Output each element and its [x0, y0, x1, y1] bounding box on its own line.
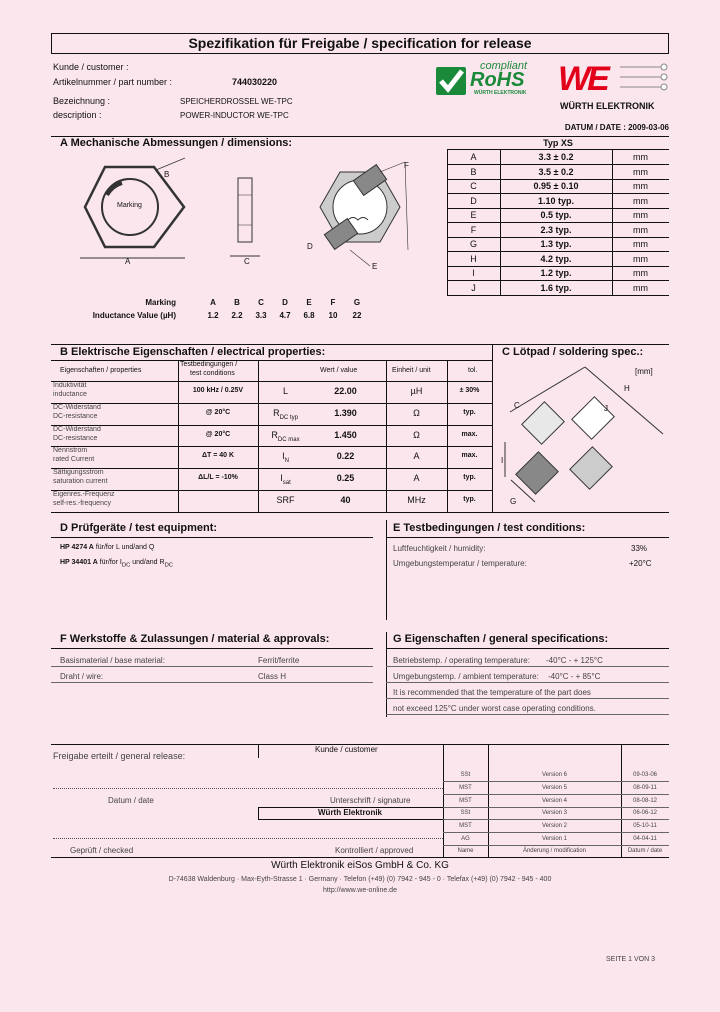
humidity-label: Luftfeuchtigkeit / humidity: [393, 544, 486, 553]
wire-value: Class H [258, 672, 287, 681]
marking-letter: B [234, 298, 240, 307]
description-de: SPEICHERDROSSEL WE-TPC [180, 97, 293, 106]
prop-name-en: DC-resistance [53, 434, 98, 442]
dim-key: B [470, 166, 477, 177]
etable-row-line [51, 490, 492, 491]
marking-letter: G [353, 298, 361, 307]
inductance-value: 1.2 [207, 311, 219, 320]
pad-label-g: G [510, 497, 517, 506]
dim-value: 1.3 typ. [540, 239, 572, 249]
version-label: Version 6 [541, 772, 568, 778]
version-row-line [443, 832, 669, 833]
prop-name-de: Nennstrom [53, 447, 88, 455]
th-unit: Einheit / unit [392, 367, 431, 374]
pad-label-i: I [501, 456, 504, 465]
dim-key: J [471, 282, 476, 293]
dim-row-line [447, 179, 669, 180]
th-value: Wert / value [320, 367, 358, 374]
version-name: SSt [460, 772, 471, 778]
col-name: Name [457, 848, 474, 854]
base-material-label: Basismaterial / base material: [60, 656, 165, 665]
inductance-value: 2.2 [231, 311, 243, 320]
unit: Ω [413, 429, 420, 440]
dimension-drawing [80, 150, 420, 275]
wire-label: Draht / wire: [60, 672, 104, 681]
dim-value: 1.10 typ. [537, 195, 575, 206]
version-row-line [443, 807, 669, 808]
dim-unit: mm [633, 195, 648, 206]
inductance-label: Inductance Value (µH) [92, 311, 176, 320]
etable-row-line [51, 468, 492, 469]
description-en-label: description : [53, 110, 102, 120]
value: 0.25 [336, 473, 355, 484]
dim-value: 4.2 typ. [540, 253, 572, 264]
description-en: POWER-INDUCTOR WE-TPC [180, 111, 289, 120]
unit: Ω [413, 407, 420, 418]
dim-row-line [447, 193, 669, 194]
drawing-label-b: B [164, 170, 170, 179]
dim-unit: mm [633, 166, 648, 177]
rohs-check-icon [436, 67, 466, 95]
marking-text: Marking [117, 202, 142, 209]
dim-value: 0.95 ± 0.10 [533, 181, 579, 191]
etable-row-line [51, 446, 492, 447]
prop-name-en: self-res.-frequency [53, 500, 111, 507]
version-label: Version 3 [541, 810, 568, 817]
dim-value: 1.6 typ. [540, 282, 572, 293]
condition: @ 20°C [205, 408, 231, 416]
version-name: SSt [460, 810, 471, 817]
drawing-label-c: C [244, 257, 250, 266]
prop-name-en: DC-resistance [53, 412, 98, 420]
prop-name-de: Sättigungsstrom [53, 469, 104, 477]
pad-label-j: J [604, 404, 608, 413]
dim-value: 0.5 typ. [540, 210, 572, 220]
op-temp-value: -40°C - + 125°C [546, 656, 603, 665]
version-label: Version 2 [541, 823, 568, 830]
approved-label: Kontrolliert / approved [335, 846, 414, 855]
solderpad-drawing [495, 362, 669, 512]
dim-row-line [447, 280, 669, 281]
marking-letter: C [258, 298, 264, 307]
tolerance: typ. [463, 496, 476, 503]
version-row-line [443, 819, 669, 820]
inductance-value: 3.3 [255, 311, 267, 320]
section-a-title: A Mechanische Abmessungen / dimensions: [60, 137, 293, 149]
prop-name-en: saturation current [53, 478, 108, 486]
drawing-label-a: A [125, 257, 131, 266]
base-material-value: Ferrit/ferrite [258, 656, 300, 665]
dim-key: A [470, 152, 477, 162]
prop-name-de: DC-Widerstand [53, 403, 101, 411]
version-row-line [443, 781, 669, 782]
pad-label-h: H [624, 384, 630, 393]
th-properties: Eigenschaften / properties [60, 367, 142, 374]
prop-name-de: DC-Widerstand [53, 425, 101, 433]
we-logo-lines [620, 60, 670, 96]
dim-unit: mm [633, 224, 648, 235]
tolerance: typ. [463, 408, 476, 416]
dim-row-line [447, 208, 669, 209]
version-date: 04-04-11 [633, 836, 657, 842]
dim-row-line [447, 237, 669, 238]
dim-key: I [472, 268, 475, 278]
section-c-title: C Lötpad / soldering spec.: [502, 346, 644, 358]
company-name: Würth Elektronik eiSos GmbH & Co. KG [271, 860, 449, 871]
drawing-label-f: F [404, 161, 409, 170]
amb-temp-value: -40°C - + 85°C [548, 672, 601, 681]
we-logo: WE [558, 60, 607, 98]
condition: ΔL/L = -10% [198, 474, 238, 482]
version-date: 08-08-12 [632, 797, 658, 804]
dim-unit: mm [633, 210, 648, 220]
dim-key: C [470, 181, 477, 191]
th-tol: tol. [468, 367, 478, 374]
value: 0.22 [336, 451, 355, 462]
etable-row-line [51, 425, 492, 426]
col-date: Datum / date [627, 848, 663, 854]
dim-key: H [470, 253, 477, 264]
condition: 100 kHz / 0.25V [192, 387, 244, 394]
condition: @ 20°C [205, 430, 231, 438]
dim-value: 3.3 ± 0.2 [538, 152, 574, 162]
dim-key: G [469, 239, 477, 249]
brand-name: WÜRTH ELEKTRONIK [560, 101, 655, 111]
version-row-line [443, 845, 669, 846]
inductance-value: 4.7 [279, 311, 291, 320]
rohs-compliant-text: compliant [480, 60, 528, 72]
section-e-title: E Testbedingungen / test conditions: [393, 522, 586, 534]
tolerance: typ. [463, 474, 476, 482]
description-de-label: Bezeichnung : [53, 96, 111, 106]
page-number: SEITE 1 VON 3 [606, 956, 656, 963]
inductance-value: 22 [352, 311, 362, 320]
etable-row-line [51, 403, 492, 404]
op-temp-label: Betriebstemp. / operating temperature: [393, 656, 530, 665]
dim-unit: mm [633, 282, 648, 293]
amb-temp-label: Umgebungstemp. / ambient temperature: [393, 672, 539, 681]
inductance-value: 6.8 [303, 311, 315, 320]
rohs-text: RoHS [470, 69, 525, 91]
prop-name-en: rated Current [53, 456, 95, 464]
marking-label: Marking [145, 298, 176, 307]
temperature-value: +20°C [629, 559, 652, 568]
prop-name-en: inductance [53, 391, 87, 398]
prop-name-de: Eigenres.-Frequenz [53, 491, 115, 498]
etable-row-line [51, 512, 492, 513]
dim-key: E [470, 210, 477, 220]
dim-unit: mm [633, 239, 648, 249]
we-header: Würth Elektronik [318, 808, 383, 817]
symbol: L [282, 386, 288, 396]
symbol: $I_{sat}$ [280, 473, 291, 486]
dim-row-line [447, 266, 669, 267]
value: 1.450 [334, 429, 357, 440]
drawing-label-e: E [372, 262, 378, 271]
company-web: http://www.we-online.de [323, 887, 397, 894]
dim-unit: mm [633, 253, 648, 264]
version-date: 06-06-12 [632, 810, 658, 817]
dim-key: D [470, 195, 477, 206]
date-label: Datum / date [108, 796, 154, 805]
dim-value: 1.2 typ. [540, 268, 572, 278]
tolerance: max. [461, 452, 478, 460]
value: 40 [340, 495, 351, 505]
version-date: 08-09-11 [633, 784, 657, 791]
inductance-value: 10 [328, 311, 338, 320]
col-change: Änderung / modification [522, 848, 587, 854]
version-label: Version 4 [541, 797, 568, 804]
dim-row-line [447, 222, 669, 223]
pad-label-c: C [514, 401, 520, 410]
version-label: Version 5 [541, 784, 568, 791]
section-d-title: D Prüfgeräte / test equipment: [60, 522, 218, 534]
section-f-title: F Werkstoffe & Zulassungen / material & approvals: [60, 633, 330, 645]
dim-unit: mm [633, 268, 648, 278]
date: DATUM / DATE : 2009-03-06 [564, 123, 669, 132]
section-g-title: G Eigenschaften / general specifications: [393, 633, 609, 645]
customer-label: Kunde / customer : [53, 62, 129, 72]
section-b-title: B Elektrische Eigenschaften / electrical properties: [60, 346, 326, 358]
version-date: 09-03-06 [632, 772, 658, 778]
value: 22.00 [334, 386, 357, 396]
marking-letter: E [306, 298, 312, 307]
th-conditions-2: test conditions [190, 370, 235, 377]
drawing-label-d: D [307, 242, 313, 251]
dim-row-line [447, 251, 669, 252]
equipment-1: HP 4274 A für/for L und/and Q [60, 544, 155, 551]
symbol: SRF [276, 495, 295, 505]
company-address: D-74638 Waldenburg · Max-Eyth-Strasse 1 · Germany · Telefon (+49) (0) 7942 - 945 - 0 · Telefax (+49) (0) 7942 - 945 - 400 [168, 876, 552, 883]
part-number-label: Artikelnummer / part number : [53, 77, 173, 87]
checked-label: Geprüft / checked [70, 846, 134, 855]
prop-name-de: Induktivität [53, 382, 87, 389]
symbol: $R_{DC typ}$ [273, 407, 298, 421]
unit: µH [410, 386, 423, 396]
part-number: 744030220 [232, 77, 278, 87]
signature-label: Unterschrift / signature [330, 796, 411, 805]
marking-letter: A [210, 298, 216, 307]
dim-value: 3.5 ± 0.2 [538, 166, 574, 177]
value: 1.390 [334, 407, 357, 418]
dim-row-line [447, 164, 669, 165]
dim-value: 2.3 typ. [540, 224, 572, 235]
page-title: Spezifikation für Freigabe / specification for release [188, 35, 532, 51]
note-line-1: It is recommended that the temperature of the part does [393, 688, 591, 697]
condition: ΔT = 40 K [201, 452, 235, 460]
dim-row-line [447, 295, 669, 296]
release-label: Freigabe erteilt / general release: [53, 751, 186, 761]
marking-letter: F [330, 298, 336, 307]
marking-letter: D [282, 298, 288, 307]
symbol: $R_{DC max}$ [271, 429, 300, 443]
dim-unit: mm [633, 181, 648, 191]
tolerance: max. [461, 430, 478, 438]
humidity-value: 33% [631, 544, 648, 553]
type-label: Typ XS [543, 138, 573, 148]
version-name: MST [459, 797, 472, 804]
temperature-label: Umgebungstemperatur / temperature: [393, 559, 527, 568]
version-row-line [443, 794, 669, 795]
rohs-sub: WÜRTH ELEKTRONIK [474, 90, 527, 96]
version-name: MST [459, 823, 472, 830]
equipment-2: HP 34401 A für/for $I_{DC}$ und/and $R_{DC}$ [60, 559, 173, 569]
version-date: 05-10-11 [633, 823, 657, 830]
customer-header: Kunde / customer [315, 745, 378, 754]
soldering-unit: [mm] [635, 367, 653, 376]
th-conditions-1: Testbedingungen / [180, 361, 238, 368]
symbol: $I_N$ [282, 451, 289, 465]
version-label: Version 1 [541, 836, 568, 842]
unit: A [413, 451, 420, 462]
version-name: AG [461, 836, 470, 842]
note-line-2: not exceed 125°C under worst case operating conditions. [393, 704, 596, 713]
unit: MHz [407, 495, 426, 505]
unit: A [413, 473, 420, 484]
tolerance: ± 30% [459, 387, 480, 394]
version-name: MST [459, 784, 472, 791]
dim-key: F [470, 224, 477, 235]
dim-unit: mm [633, 152, 648, 162]
